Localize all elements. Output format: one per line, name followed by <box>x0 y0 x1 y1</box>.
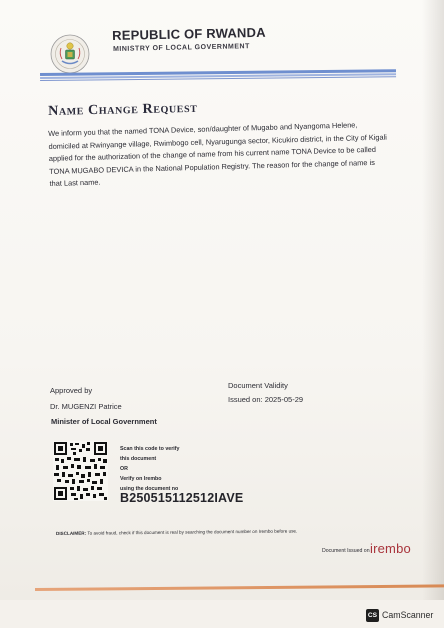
camscanner-icon: CS <box>366 609 379 622</box>
approver-title: Minister of Local Government <box>51 417 157 426</box>
approver-name: Dr. MUGENZI Patrice <box>50 402 122 411</box>
page-edge-shadow <box>422 0 444 600</box>
issued-date: Issued on: 2025-05-29 <box>228 395 304 404</box>
verification-instructions <box>120 444 250 494</box>
verify-line-5: using the document no <box>120 486 179 492</box>
rwanda-seal-icon <box>50 34 90 74</box>
verify-line-1: Scan this code to verify <box>120 446 180 452</box>
header-divider-band <box>40 69 396 82</box>
verify-line-4: Verify on Irembo <box>120 476 162 482</box>
qr-code-icon[interactable] <box>53 441 108 501</box>
approved-by-label: Approved by <box>50 386 93 395</box>
document-number: B250515112512IAVE <box>120 491 244 505</box>
issued-on-label: Document Issued on <box>322 548 370 554</box>
republic-title: REPUBLIC OF RWANDA <box>112 24 266 43</box>
disclaimer-label: DISCLAIMER: <box>56 530 87 536</box>
irembo-logo: irembo <box>370 541 411 556</box>
disclaimer-text: To avoid fraud, check if this document is real by searching the document number on Irembo before use. <box>87 528 298 536</box>
camscanner-watermark: CamScanner <box>382 610 434 620</box>
validity-label: Document Validity <box>228 381 288 390</box>
verify-line-2: this document <box>120 456 157 462</box>
document-body: We inform you that the named TONA Device, son/daughter of Mugabo and Nyangoma Helene, domiciled at Rwinyange village, Rwimbogo cell, Nyarugunga sector, Kicukiro district, in the City of Kigali applied for the authorization of the change of name from his current name TONA Device to be called TONA MUGABO DEVICA in the National Population Registry. The reason for the change of name is that Last name. <box>48 120 387 188</box>
disclaimer <box>56 528 356 536</box>
document-heading: Name Change Request <box>48 100 198 119</box>
ministry-subtitle: MINISTRY OF LOCAL GOVERNMENT <box>113 43 250 53</box>
verify-line-3: OR <box>120 466 128 472</box>
